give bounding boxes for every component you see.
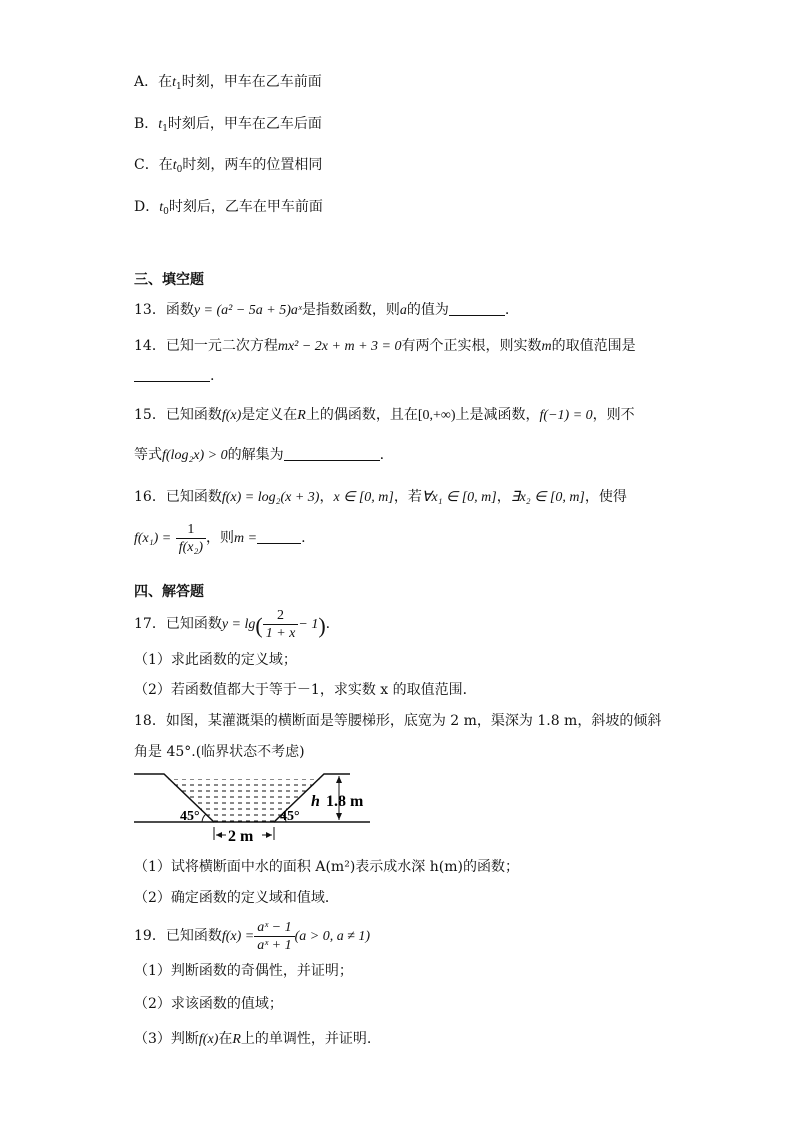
depth-arrow-head-bottom xyxy=(336,813,342,820)
width-arrow-head-left xyxy=(216,832,222,838)
question-17-sub2: （2）若函数值都大于等于－1，求实数 x 的取值范围． xyxy=(134,682,477,698)
question-19-sub3: （3）判断f(x)在R上的单调性，并证明. xyxy=(134,1031,372,1047)
width-label: 2 m xyxy=(228,828,254,845)
question-19-sub2: （2）求该函数的值域； xyxy=(134,996,283,1012)
option-c: C．在$t_0$时刻，两车的位置相同 xyxy=(134,157,323,175)
angle-right-label: 45° xyxy=(280,809,300,824)
question-18-sub2: （2）确定函数的定义域和值域． xyxy=(134,890,339,906)
question-19-sub1: （1）判断函数的奇偶性，并证明； xyxy=(134,963,353,979)
question-17-sub1: （1）求此函数的定义域； xyxy=(134,652,297,668)
option-b: B．$t_1$时刻后，甲车在乙车后面 xyxy=(134,116,322,134)
question-19: 19．已知函数f(x) = $\frac{\text{aˣ − 1}}{\text{aˣ + 1}}$ (a > 0, a ≠ 1) xyxy=(134,919,371,953)
answer-blank[interactable] xyxy=(284,446,380,461)
h-label: h xyxy=(311,793,320,810)
channel-cross-section-figure xyxy=(134,770,374,844)
q16-fraction: $\frac{1}{\text{f(x₂)}}$ xyxy=(176,521,206,556)
question-14: 14．已知一元二次方程mx² − 2x + m + 3 = 0有两个正实根，则实数m的取值范围是 xyxy=(134,338,636,354)
question-18-line1: 18．如图，某灌溉渠的横断面是等腰梯形，底宽为 2 m，渠深为 1.8 m，斜坡的倾斜 xyxy=(134,713,662,729)
question-14-line2: . xyxy=(134,366,214,386)
answer-blank[interactable] xyxy=(449,301,505,316)
q17-fraction: $\frac{2}{1 + x}$ xyxy=(263,607,299,642)
question-17: 17．已知函数y = lg( $\frac{2}{1 + x}$ − 1). xyxy=(134,607,331,641)
angle-left-label: 45° xyxy=(180,809,200,824)
question-16: 16．已知函数f(x) = log₂(x + 3)，x ∈ [0, m]，若∀x₁ ∈ [0, m]，∃x₂ ∈ [0, m]，使得 xyxy=(134,489,627,505)
option-a: A．在$t_1$时刻，甲车在乙车前面 xyxy=(134,74,322,92)
section-answer-title: 四、解答题 xyxy=(134,584,204,600)
q13-formula: y = (a² − 5a + 5)aˣ xyxy=(193,303,302,318)
section-fill-title: 三、填空题 xyxy=(134,272,204,288)
question-18-sub1: （1）试将横断面中水的面积 A(m²)表示成水深 h(m)的函数； xyxy=(134,859,519,875)
depth-label: 1.8 m xyxy=(326,793,364,810)
q14-formula: mx² − 2x + m + 3 = 0 xyxy=(277,339,402,354)
answer-blank[interactable] xyxy=(257,529,301,544)
answer-blank[interactable] xyxy=(134,367,210,382)
option-d: D．$t_0$时刻后，乙车在甲车前面 xyxy=(134,199,323,217)
angle-arc-left xyxy=(202,814,206,822)
question-16-line2: f(x₁) = $\frac{1}{\text{f(x₂)}}$ ，则m = . xyxy=(134,521,306,555)
question-15: 15．已知函数f(x)是定义在R上的偶函数，且在[0,+∞)上是减函数，f(−1) = 0，则不 xyxy=(134,407,635,423)
depth-arrow-head-top xyxy=(336,776,342,783)
question-13: 13．函数y = (a² − 5a + 5)aˣ是指数函数，则a的值为 . xyxy=(134,302,510,318)
width-arrow-head-right xyxy=(266,832,272,838)
question-15-line2: 等式f(log₂x) > 0的解集为 . xyxy=(134,447,385,463)
q19-fraction: $\frac{\text{aˣ − 1}}{\text{aˣ + 1}}$ xyxy=(254,919,294,954)
question-18-line2: 角是 45°.(临界状态不考虑) xyxy=(134,744,305,760)
